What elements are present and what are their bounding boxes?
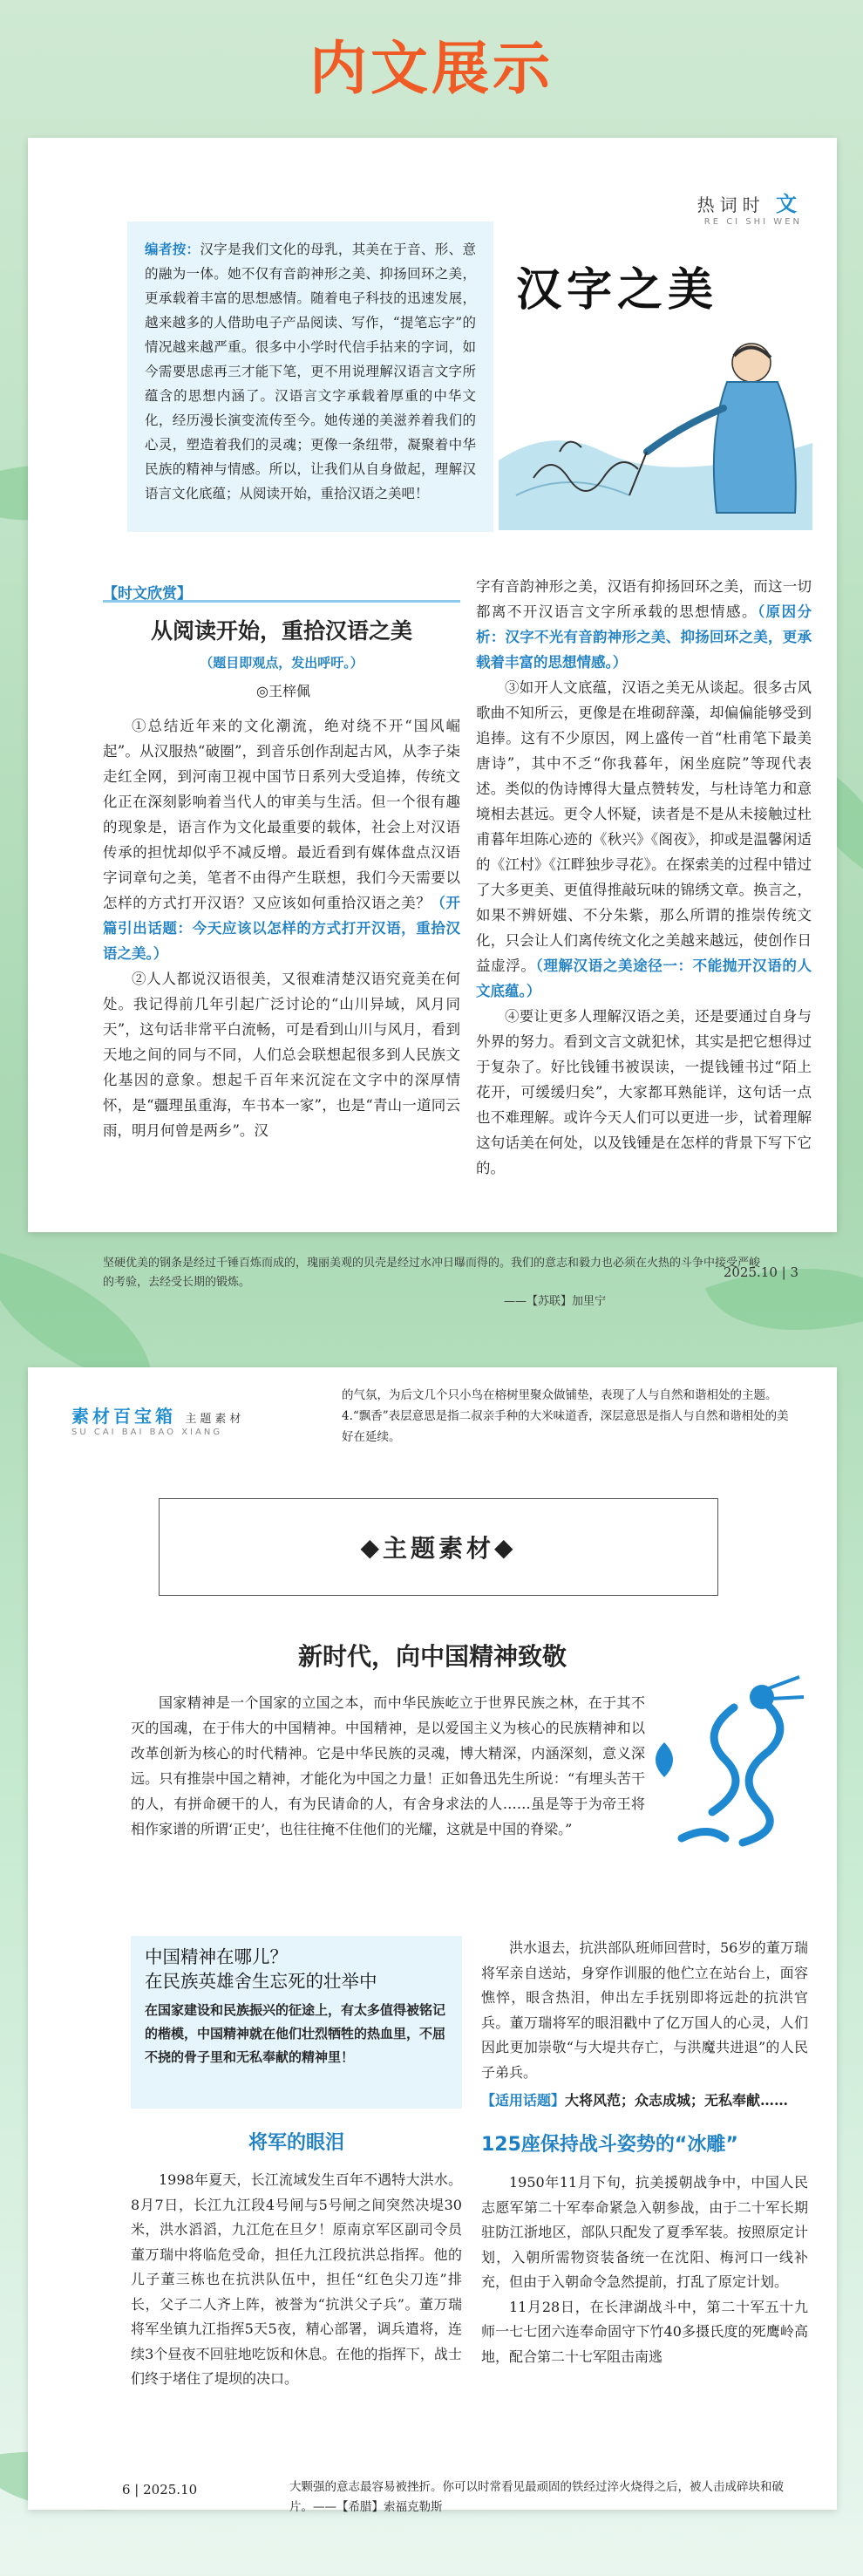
page-header bbox=[697, 187, 802, 227]
magazine-page-3 bbox=[28, 138, 837, 1308]
applicable-topics bbox=[481, 2089, 808, 2114]
box-answer: 在民族英雄舍生忘死的壮举中 bbox=[145, 1971, 377, 1992]
section-sub: 主题素材 bbox=[185, 1413, 245, 1426]
box-description: 在国家建设和民族振兴的征途上，有太多值得被铭记的楷模，中国精神就在他们壮烈牺牲的热血里，不屈不挠的骨子里和无私奉献的精神里！ bbox=[145, 2002, 446, 2065]
article-column-left bbox=[103, 713, 460, 1143]
page-footer-quote: 大颗强的意志最容易被挫折。你可以时常看见最顽固的铁经过淬火烧得之后，被人击成碎块和破片。——【希腊】索福克勒斯 bbox=[289, 2480, 784, 2514]
magazine-page-6 bbox=[28, 1367, 837, 2514]
paragraph: ②人人都说汉语很美，又很难清楚汉语究竟美在何处。我记得前几年引起广泛讨论的“山川异域，风月同天”，这句话非常平白流畅，可是看到山川与风月，看到天地之间的同与不同，人们总会联想起很多到人民族文化基因的意象。想起千百年来沉淀在文字中的深厚情怀，是“疆理虽重海，车书本一家”，也是“青山一道同云雨，明月何曾是两乡”。汉 bbox=[103, 971, 460, 1139]
margin-note: （理解汉语之美途径一：不能抛开汉语的人文底蕴。） bbox=[476, 957, 812, 999]
margin-note: （开篇引出话题：今天应该以怎样的方式打开汉语，重拾汉语之美。） bbox=[103, 895, 461, 962]
section-mark: 文 bbox=[776, 191, 802, 216]
paragraph: 字有音韵神形之美，汉语有抑扬回环之美，而这一切都离不开汉语言文字所承载的思想情感。（原因分析：汉字不光有音韵神形之美、抑扬回环之美，更承载着丰富的思想情感。） bbox=[476, 578, 812, 671]
tag-bar bbox=[103, 581, 460, 603]
paragraph: 1998年夏天，长江流域发生百年不遇特大洪水。8月7日，长江九江段4号闸与5号闸之间突然决堤30米，洪水滔滔，九江危在旦夕！原南京军区副司令员董万瑞中将临危受命，担任九江段抗洪总指挥。他的儿子董三栋也在抗洪队伍中，担任“红色尖刀连”排长，父子二人齐上阵，被誉为“抗洪父子兵”。董万瑞将军坐镇九江指挥5天5夜，精心部署，调兵遣将，连续3个昼夜不回驻地吃饭和休息。在他的指挥下，战士们终于堵住了堤坝的决口。 bbox=[131, 2171, 462, 2387]
story-column-right bbox=[481, 1936, 808, 2369]
box-question: 中国精神在哪儿？ bbox=[145, 1946, 288, 1967]
intro-paragraph: 国家精神是一个国家的立国之本，而中华民族屹立于世界民族之林，在于其不灭的国魂，在于伟大的中国精神。中国精神，是以爱国主义为核心的民族精神和以改革创新为核心的时代精神。它是中华民族的灵魂，博大精深，内涵深刻，意义深远。只有推崇中国之精神，才能化为中国之力量！正如鲁迅先生所说：“有埋头苦干的人，有拼命硬干的人，有为民请命的人，有舍身求法的人……虽是等于为帝王将相作家谱的所谓‘正史’，也往往掩不住他们的光耀，这就是中国的脊梁。” bbox=[131, 1694, 645, 1837]
article-column-right bbox=[476, 574, 812, 1181]
paragraph: ③如开人文底蕴，汉语之美无从谈起。很多古风歌曲不知所云，更像是在堆砌辞藻，却偏偏能够受到追捧。这有不少原因，网上盛传一首“杜甫笔下最美唐诗”，其中不乏“你我暮年，闲坐庭院”等现代表述。类似的伪诗博得大量点赞转发，与杜诗笔力和意境相去甚远。更令人怀疑，读者是不是从未接触过杜甫暮年坦陈心迹的《秋兴》《阁夜》，抑或是温馨闲适的《江村》《江畔独步寻花》。在探索美的过程中错过了大多更美、更值得推敲玩味的锦绣文章。换言之，如果不辨妍媸、不分朱紫，那么所谓的推崇传统文化，只会让人们离传统文化之美越来越远，使创作日益虚浮。（理解汉语之美途径一：不能抛开汉语的人文底蕴。） bbox=[476, 679, 812, 999]
apply-tag: 【适用话题】 bbox=[481, 2092, 566, 2109]
article-title: 从阅读开始，重拾汉语之美 bbox=[150, 618, 412, 644]
paragraph: 1950年11月下旬，抗美援朝战争中，中国人民志愿军第二十军奉命紧急入朝参战，由于二十军长期驻防江浙地区，部队只配发了夏季军装。按照原定计划，入朝所需物资装备统一在沈阳、梅河口一线补充，但由于入朝命令急然提前，打乱了原定计划。 bbox=[481, 2174, 808, 2290]
page-number: 6 | 2025.10 bbox=[122, 2482, 198, 2498]
page-footer-quote: 坚硬优美的钢条是经过千锤百炼而成的，瑰丽美观的贝壳是经过水冲日曝而得的。我们的意志和毅力也必须在火热的斗争中接受严峻的考验，去经受长期的锻炼。 ——【苏联】加里宁 bbox=[103, 1257, 761, 1308]
apply-text: 大将风范；众志成城；无私奉献…… bbox=[565, 2092, 789, 2109]
banner-title: 内文展示 bbox=[309, 35, 554, 102]
section-name: 热词时 bbox=[697, 194, 765, 215]
cursive-writer-illustration bbox=[499, 338, 812, 530]
feature-box bbox=[131, 1936, 462, 2109]
section-name: 素材百宝箱 bbox=[71, 1406, 176, 1427]
paragraph: 洪水退去，抗洪部队班师回营时，56岁的董万瑞将军亲自送站，身穿作训服的他伫立在站台上，面容憔悴，眼含热泪，伸出左手抚别即将远赴的抗洪官兵。董万瑞将军的眼泪戳中了亿万国人的心灵，人们因此更加崇敬“与大堤共存亡，与洪魔共进退”的人民子弟兵。 bbox=[481, 1939, 808, 2081]
banner bbox=[0, 22, 863, 105]
author: ◎王梓佩 bbox=[256, 683, 310, 699]
page-title: 汉字之美 bbox=[516, 263, 719, 317]
page-number: 2025.10 | 3 bbox=[723, 1264, 798, 1280]
editor-label: 编者按： bbox=[145, 241, 200, 257]
section-tag: 【时文欣赏】 bbox=[103, 585, 192, 603]
margin-note: （原因分析：汉字不光有音韵神形之美、抑扬回环之美，更承载着丰富的思想情感。） bbox=[476, 603, 812, 671]
paragraph: 11月28日，在长津湖战斗中，第二十军五十九师一七七团六连奉命固守下竹40多摄氏度的死鹰岭高地，配合第二十七军阻击南逃 bbox=[481, 2298, 808, 2365]
quote-author: ——【希腊】索福克勒斯 bbox=[313, 2500, 443, 2514]
article-subtitle-note: （题目即观点，发出呼吁。） bbox=[200, 655, 364, 671]
paragraph: ①总结近年来的文化潮流，绝对绕不开“国风崛起”。从汉服热“破圈”，到音乐创作刮起古风，从李子柒走红全网，到河南卫视中国节日系列大受追捧，传统文化正在深刻影响着当代人的审美与生活。但一个很有趣的现象是，语言作为文化最重要的载体，社会上对汉语传承的担忧却似乎不减反增。最近看到有媒体盘点汉语字词章句之美，笔者不由得产生联想，我们今天需要以怎样的方式打开汉语？又应该如何重拾汉语之美？（开篇引出话题：今天应该以怎样的方式打开汉语，重拾汉语之美。） bbox=[103, 718, 461, 962]
section-pinyin: SU CAI BAI BAO XIANG bbox=[71, 1428, 223, 1437]
editor-note: 汉字是我们文化的母乳，其美在于音、形、意的融为一体。她不仅有音韵神形之美、抑扬回环之美，更承载着丰富的思想感情。随着电子科技的迅速发展，越来越多的人借助电子产品阅读、写作，“提笔忘字”的情况越来越严重。很多中小学时代信手拈来的字词，如今需要思虑再三才能下笔，更不用说理解汉语言文字所蕴含的思想内涵了。汉语言文字承载着厚重的中华文化，经历漫长演变流传至今。她传递的美滋养着我们的心灵，塑造着我们的灵魂；更像一条纽带，凝聚着中华民族的精神与情感。所以，让我们从自身做起，理解汉语言文化底蕴；从阅读开始，重拾汉语之美吧！ bbox=[145, 242, 476, 501]
paragraph: ④要让更多人理解汉语之美，还是要通过自身与外界的努力。看到文言文就犯怵，其实是把它想得过于复杂了。好比钱锺书被误读，一提钱锺书过“陌上花开，可缓缓归矣”，大家都耳熟能详，这句话一点也不难理解。或许今天人们可以更进一步，试着理解这句话美在何处，以及钱锺是在怎样的背景下写下它的。 bbox=[476, 1008, 812, 1176]
story-title-1: 将军的眼泪 bbox=[248, 2132, 344, 2154]
section-title: 新时代，向中国精神致敬 bbox=[297, 1642, 567, 1671]
story-title-2: 125座保持战斗姿势的“冰雕” bbox=[481, 2133, 738, 2156]
story-column-left bbox=[131, 2168, 462, 2392]
page-header bbox=[71, 1402, 244, 1437]
theme-title: 主题素材 bbox=[382, 1534, 494, 1563]
section-pinyin: RE CI SHI WEN bbox=[703, 217, 802, 227]
answer-note: 的气氛，为后文几个只小鸟在榕树里聚众做铺垫，表现了人与自然和谐相处的主题。4.“飘香”表层意思是指二叔亲手种的大米味道香，深层意思是指人与自然和谐相处的美好在延续。 bbox=[342, 1388, 789, 1444]
editor-note-box bbox=[127, 221, 493, 532]
quote-author: ——【苏联】加里宁 bbox=[504, 1295, 607, 1308]
dragon-icon bbox=[629, 1673, 812, 1856]
theme-box: ◆ 主题素材 ◆ bbox=[159, 1498, 718, 1596]
